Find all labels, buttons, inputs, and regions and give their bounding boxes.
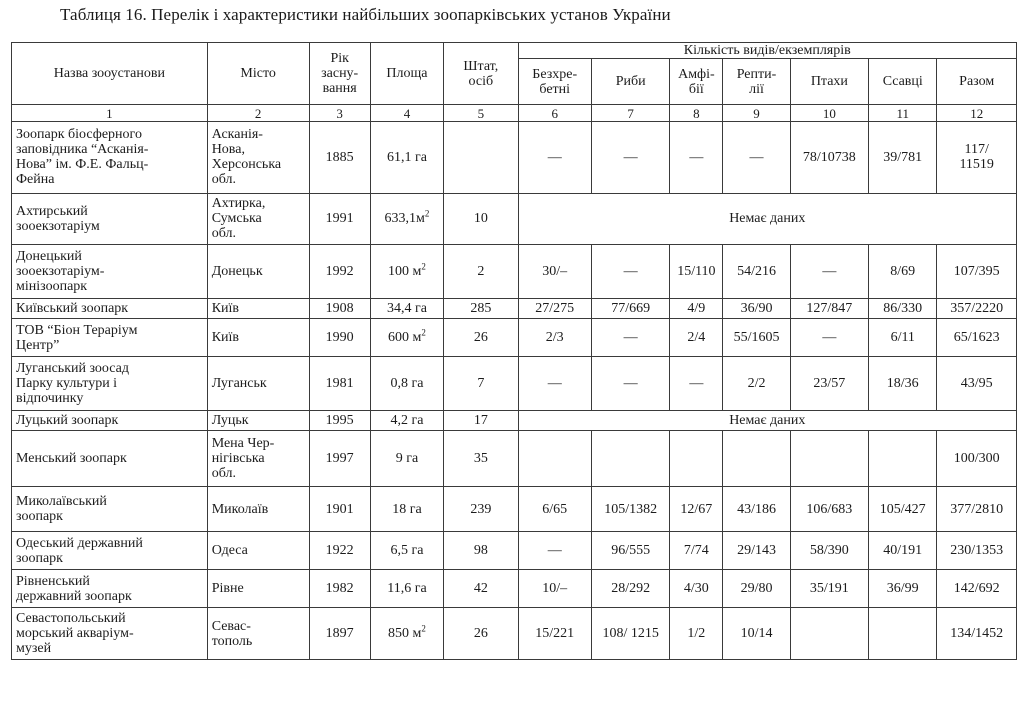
cell-fish [591,431,669,487]
table-row [12,245,1017,299]
cell-total: 134/1452 [937,608,1017,660]
cell-year: 1991 [309,193,370,245]
cell-name: Луганський зоосад Парку культури і відпочинку [12,357,208,411]
table-row [12,532,1017,570]
cell-year: 1922 [309,532,370,570]
cell-reptiles: 29/80 [723,570,790,608]
cell-amphibians [670,431,723,487]
cell-name: Донецький зооекзотаріум- мінізоопарк [12,245,208,299]
header-fish: Риби [591,59,669,105]
cell-mammals: 6/11 [869,319,937,357]
header-city: Місто [207,43,309,105]
cell-mammals [869,608,937,660]
cell-total: 107/395 [937,245,1017,299]
cell-invertebrates: 10/– [518,570,591,608]
header-reptiles: Репти- лії [723,59,790,105]
cell-area: 61,1 га [370,122,443,194]
cell-fish: — [591,357,669,411]
cell-invertebrates: 15/221 [518,608,591,660]
table-caption: Таблиця 16. Перелік і характеристики найбільших зоопарківських установ України [60,5,671,24]
cell-invertebrates: 30/– [518,245,591,299]
cell-fish: — [591,319,669,357]
cell-birds [790,431,868,487]
cell-birds: 58/390 [790,532,868,570]
cell-reptiles: 36/90 [723,299,790,319]
cell-invertebrates: — [518,357,591,411]
cell-year: 1901 [309,487,370,532]
cell-mammals: 86/330 [869,299,937,319]
cell-year: 1995 [309,411,370,431]
cell-reptiles: 43/186 [723,487,790,532]
cell-city: Асканія- Нова, Херсонська обл. [207,122,309,194]
cell-staff: 42 [444,570,518,608]
table-row [12,299,1017,319]
cell-total: 43/95 [937,357,1017,411]
cell-area: 11,6 га [370,570,443,608]
cell-reptiles: 54/216 [723,245,790,299]
cell-invertebrates: 2/3 [518,319,591,357]
header-mammals: Ссавці [869,59,937,105]
cell-amphibians: 4/30 [670,570,723,608]
cell-birds: 23/57 [790,357,868,411]
cell-amphibians: 1/2 [670,608,723,660]
cell-invertebrates: 6/65 [518,487,591,532]
cell-total: 230/1353 [937,532,1017,570]
cell-area: 850 $м^2$ [370,608,443,660]
zoo-table [11,42,1017,660]
cell-year: 1997 [309,431,370,487]
cell-year: 1897 [309,608,370,660]
cell-city: Рівне [207,570,309,608]
cell-name: Зоопарк біосферного заповідника “Асканія- Нова” ім. Ф.Е. Фальц- Фейна [12,122,208,194]
cell-fish: 28/292 [591,570,669,608]
cell-staff: 2 [444,245,518,299]
cell-staff: 26 [444,319,518,357]
cell-city: Мена Чер- нігівська обл. [207,431,309,487]
cell-fish: 77/669 [591,299,669,319]
cell-name: Севастопольський морський акваріум- музей [12,608,208,660]
cell-birds [790,608,868,660]
cell-reptiles: 10/14 [723,608,790,660]
cell-amphibians: 2/4 [670,319,723,357]
cell-reptiles: 2/2 [723,357,790,411]
cell-area: 34,4 га [370,299,443,319]
cell-name: ТОВ “Біон Тераріум Центр” [12,319,208,357]
cell-area: 9 га [370,431,443,487]
area-unit-superscript: 2 [421,327,426,338]
cell-mammals: 40/191 [869,532,937,570]
table-row [12,411,1017,431]
cell-staff: 17 [444,411,518,431]
cell-city: Київ [207,319,309,357]
cell-total: 65/1623 [937,319,1017,357]
column-number-row: 1 2 3 4 5 6 7 8 9 10 11 12 [12,105,1017,122]
cell-area: 100 $м^2$ [370,245,443,299]
cell-amphibians: 12/67 [670,487,723,532]
table-row [12,608,1017,660]
cell-year: 1908 [309,299,370,319]
header-area: Площа [370,43,443,105]
cell-area: 18 га [370,487,443,532]
cell-staff [444,122,518,194]
cell-name: Рівненський державний зоопарк [12,570,208,608]
cell-city: Київ [207,299,309,319]
cell-fish: — [591,245,669,299]
cell-mammals: 8/69 [869,245,937,299]
cell-reptiles: 29/143 [723,532,790,570]
cell-fish: 96/555 [591,532,669,570]
cell-fish: 108/ 1215 [591,608,669,660]
cell-birds: 127/847 [790,299,868,319]
cell-staff: 98 [444,532,518,570]
cell-staff: 10 [444,193,518,245]
cell-name: Ахтирський зооекзотаріум [12,193,208,245]
cell-staff: 285 [444,299,518,319]
cell-city: Донецьк [207,245,309,299]
cell-city: Ахтирка, Сумська обл. [207,193,309,245]
cell-amphibians: 4/9 [670,299,723,319]
cell-area: 4,2 га [370,411,443,431]
cell-reptiles: 55/1605 [723,319,790,357]
cell-staff: 7 [444,357,518,411]
cell-mammals: 36/99 [869,570,937,608]
cell-name: Одеський державний зоопарк [12,532,208,570]
area-unit-superscript: 2 [421,623,426,634]
cell-staff: 26 [444,608,518,660]
cell-total: 377/2810 [937,487,1017,532]
cell-name: Луцький зоопарк [12,411,208,431]
header-invertebrates: Безхре- бетні [518,59,591,105]
cell-invertebrates [518,431,591,487]
header-year: Рік засну- вання [309,43,370,105]
cell-city: Луганськ [207,357,309,411]
table-row [12,122,1017,194]
cell-area: $633,1м^2$ [370,193,443,245]
cell-invertebrates: — [518,532,591,570]
cell-total: 117/ 11519 [937,122,1017,194]
cell-year: 1982 [309,570,370,608]
cell-birds: 35/191 [790,570,868,608]
cell-fish: — [591,122,669,194]
cell-reptiles [723,431,790,487]
cell-area: 6,5 га [370,532,443,570]
cell-city: Луцьк [207,411,309,431]
cell-amphibians: 7/74 [670,532,723,570]
cell-birds: 78/10738 [790,122,868,194]
cell-year: 1990 [309,319,370,357]
cell-invertebrates: — [518,122,591,194]
cell-name: Київський зоопарк [12,299,208,319]
no-data-cell: Немає даних [518,193,1016,245]
cell-area: 0,8 га [370,357,443,411]
cell-fish: 105/1382 [591,487,669,532]
cell-invertebrates: 27/275 [518,299,591,319]
cell-year: 1992 [309,245,370,299]
cell-birds: — [790,245,868,299]
cell-year: 1981 [309,357,370,411]
cell-staff: 35 [444,431,518,487]
header-staff: Штат, осіб [444,43,518,105]
table-row [12,487,1017,532]
cell-total: 100/300 [937,431,1017,487]
cell-mammals: 39/781 [869,122,937,194]
cell-total: 142/692 [937,570,1017,608]
cell-birds: 106/683 [790,487,868,532]
cell-amphibians: — [670,357,723,411]
header-amphibians: Амфі- бії [670,59,723,105]
cell-amphibians: 15/110 [670,245,723,299]
cell-amphibians: — [670,122,723,194]
cell-mammals: 18/36 [869,357,937,411]
no-data-cell: Немає даних [518,411,1016,431]
header-total: Разом [937,59,1017,105]
table-row [12,357,1017,411]
cell-reptiles: — [723,122,790,194]
cell-mammals: 105/427 [869,487,937,532]
cell-city: Одеса [207,532,309,570]
area-unit-superscript: 2 [424,208,430,219]
cell-name: Миколаївський зоопарк [12,487,208,532]
cell-birds: — [790,319,868,357]
area-unit-superscript: 2 [421,261,426,272]
cell-area: 600 $м^2$ [370,319,443,357]
cell-city: Миколаїв [207,487,309,532]
cell-total: 357/2220 [937,299,1017,319]
cell-staff: 239 [444,487,518,532]
header-species-group: Кількість видів/екземплярів [518,43,1016,59]
table-row [12,319,1017,357]
cell-year: 1885 [309,122,370,194]
header-birds: Птахи [790,59,868,105]
cell-city: Севас- тополь [207,608,309,660]
table-row [12,570,1017,608]
header-name: Назва зооустанови [12,43,208,105]
cell-mammals [869,431,937,487]
cell-name: Менський зоопарк [12,431,208,487]
table-row [12,193,1017,245]
table-row [12,431,1017,487]
